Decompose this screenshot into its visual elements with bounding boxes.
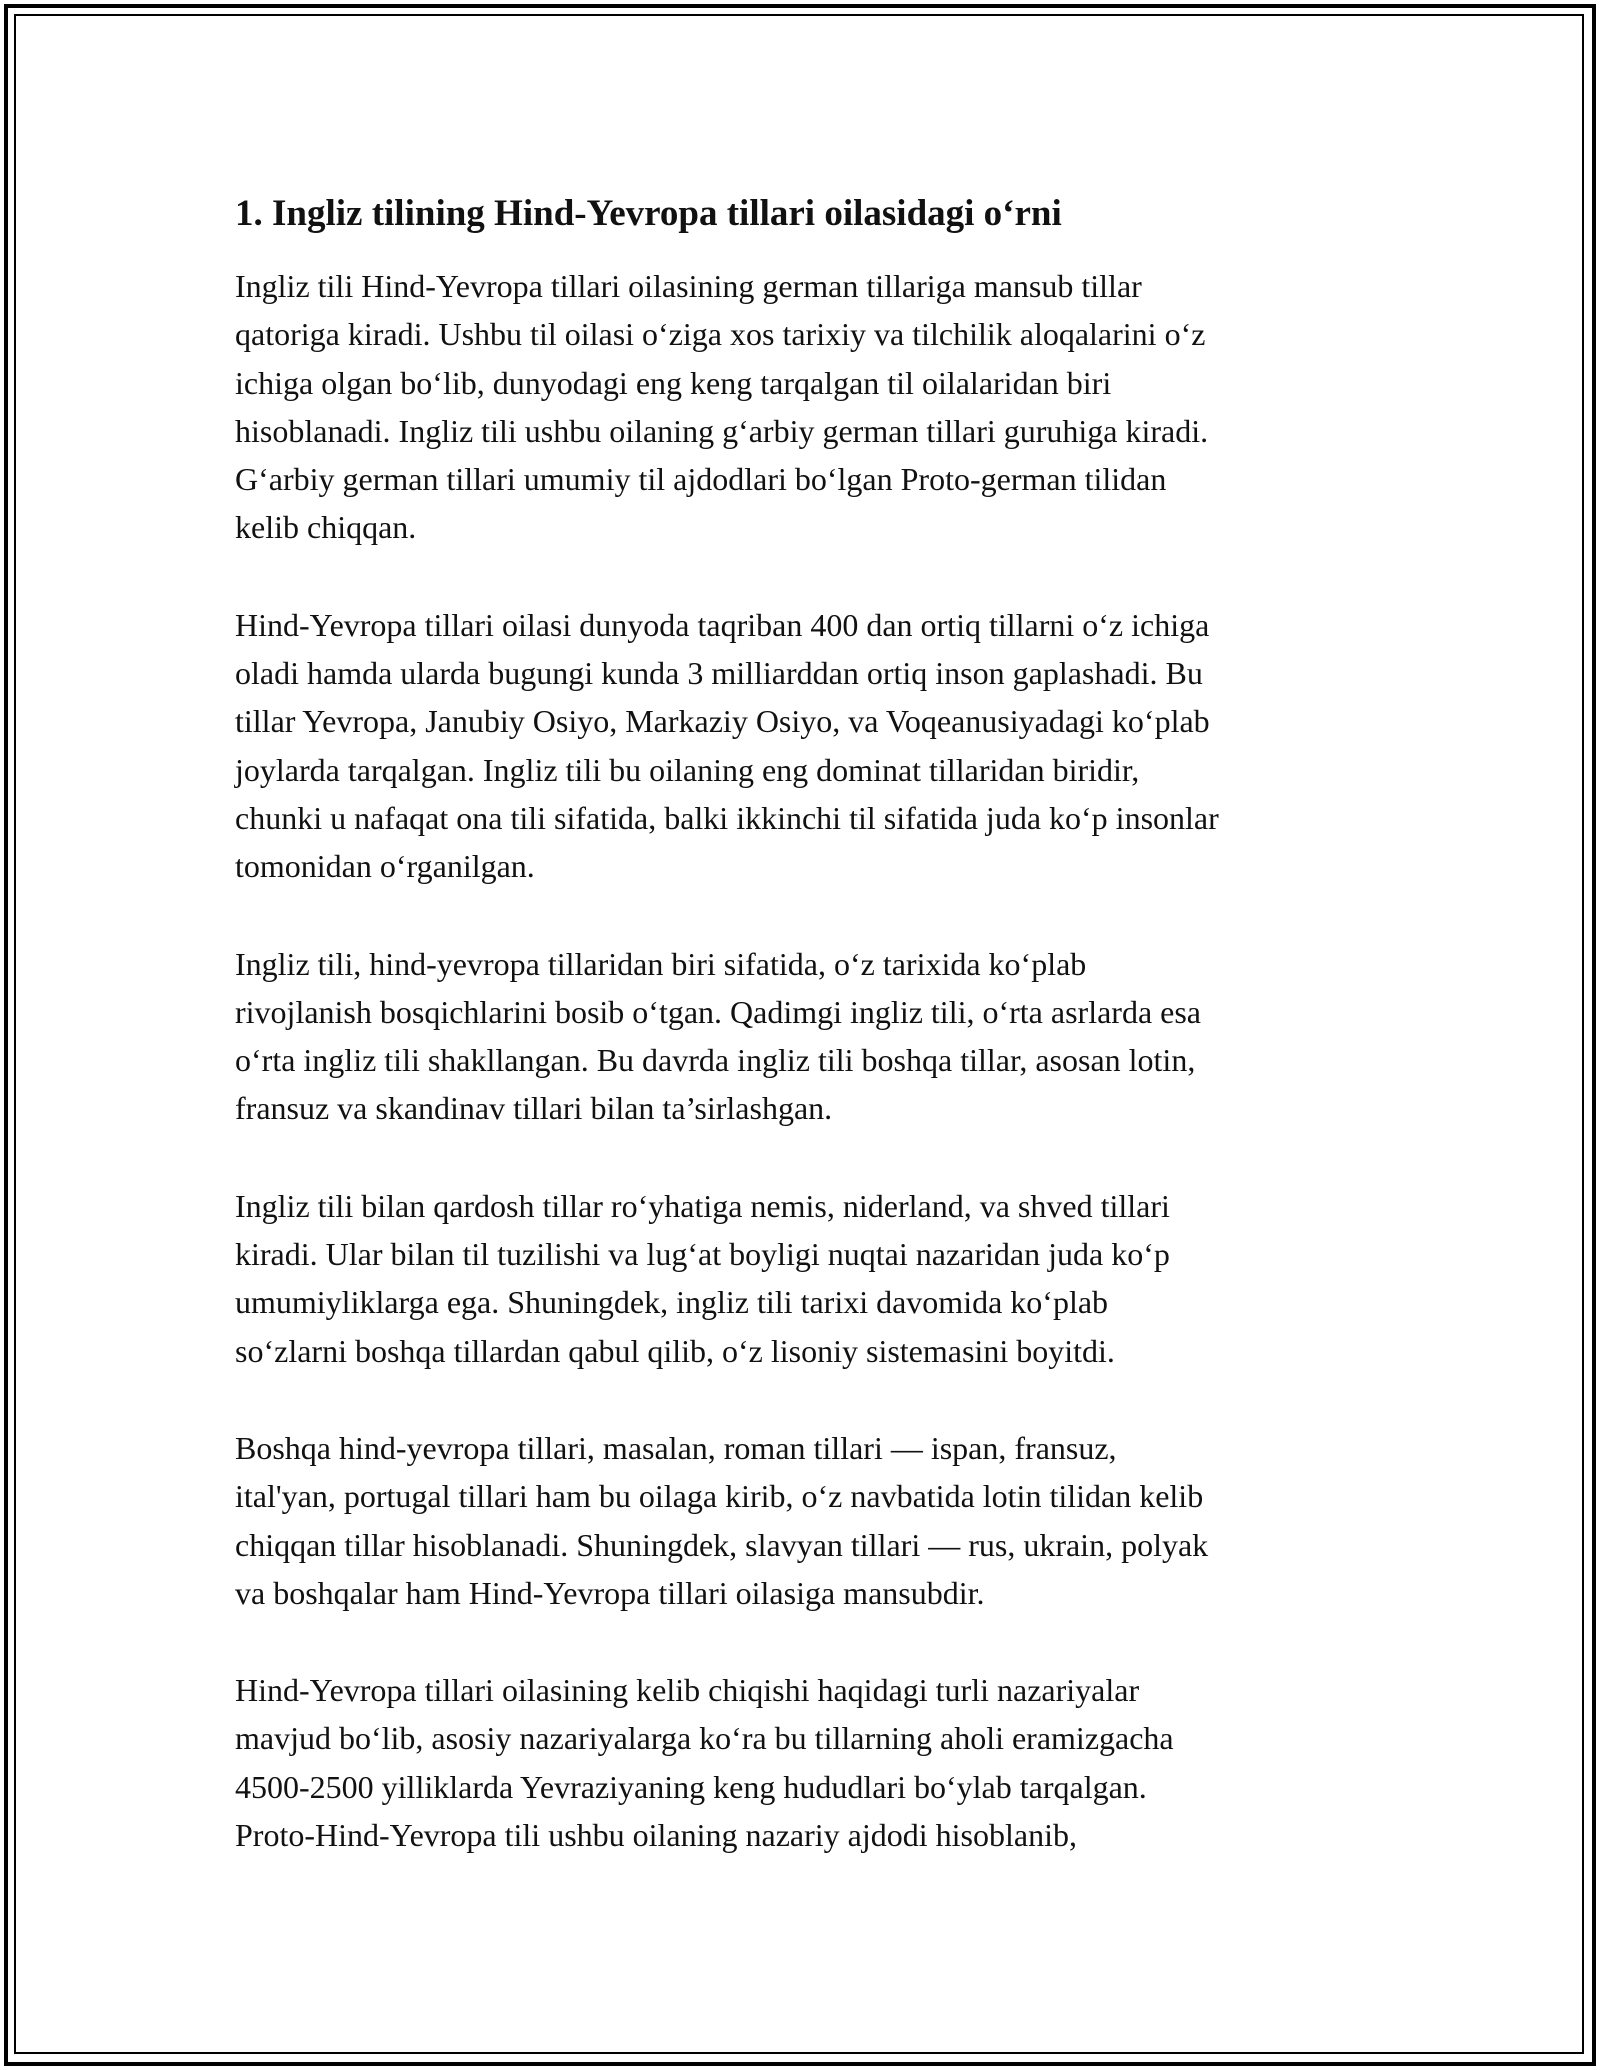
text-line: joylarda tarqalgan. Ingliz tili bu oilaning eng dominat tillaridan biridir, — [235, 751, 1140, 788]
text-line: oladi hamda ularda bugungi kunda 3 milliarddan ortiq inson gaplashadi. Bu — [235, 655, 1203, 692]
text-line: ital'yan, portugal tillari ham bu oilaga kirib, o‘z navbatida lotin tilidan kelib — [235, 1478, 1204, 1515]
text-line: chiqqan tillar hisoblanadi. Shuningdek, slavyan tillari — rus, ukrain, polyak — [235, 1526, 1209, 1563]
text-line: Ingliz tili, hind-yevropa tillaridan biri sifatida, o‘z tarixida ko‘plab — [235, 945, 1087, 982]
text-line: tomonidan o‘rganilgan. — [235, 848, 535, 885]
text-line: chunki u nafaqat ona tili sifatida, balki ikkinchi til sifatida juda ko‘p insonlar — [235, 799, 1219, 836]
text-line: kelib chiqqan. — [235, 509, 417, 546]
text-line: ichiga olgan bo‘lib, dunyodagi eng keng tarqalgan til oilalaridan biri — [235, 364, 1112, 401]
text-line: tillar Yevropa, Janubiy Osiyo, Markaziy Osiyo, va Voqeanusiyadagi ko‘plab — [235, 703, 1210, 740]
text-line: mavjud bo‘lib, asosiy nazariyalarga ko‘ra bu tillarning aholi eramizgacha — [235, 1720, 1174, 1757]
text-line: hisoblanadi. Ingliz tili ushbu oilaning g‘arbiy german tillari guruhiga kiradi. — [235, 412, 1209, 449]
text-line: so‘zlarni boshqa tillardan qabul qilib, o‘z lisoniy sistemasini boyitdi. — [235, 1332, 1115, 1369]
text-line: va boshqalar ham Hind-Yevropa tillari oilasiga mansubdir. — [235, 1574, 985, 1611]
text-line: Boshqa hind-yevropa tillari, masalan, roman tillari — ispan, fransuz, — [235, 1429, 1117, 1466]
text-line: Proto-Hind-Yevropa tili ushbu oilaning nazariy ajdodi hisoblanib, — [235, 1817, 1077, 1854]
paragraph-2 — [235, 601, 1365, 891]
paragraph-1 — [235, 262, 1365, 552]
paragraph-5 — [235, 1424, 1365, 1617]
paragraph-4 — [235, 1182, 1365, 1375]
text-line: qatoriga kiradi. Ushbu til oilasi o‘ziga xos tarixiy va tilchilik aloqalarini o‘z — [235, 316, 1206, 353]
text-line: umumiyliklarga ega. Shuningdek, ingliz tili tarixi davomida ko‘plab — [235, 1284, 1109, 1321]
text-line: Ingliz tili Hind-Yevropa tillari oilasining german tillariga mansub tillar — [235, 268, 1142, 304]
text-line: kiradi. Ular bilan til tuzilishi va lug‘at boyligi nuqtai nazaridan juda ko‘p — [235, 1236, 1170, 1273]
text-line: o‘rta ingliz tili shakllangan. Bu davrda ingliz tili boshqa tillar, asosan lotin, — [235, 1042, 1196, 1079]
text-line: G‘arbiy german tillari umumiy til ajdodlari bo‘lgan Proto-german tilidan — [235, 461, 1167, 498]
text-line: Hind-Yevropa tillari oilasining kelib chiqishi haqidagi turli nazariyalar — [235, 1672, 1140, 1709]
text-line: 4500-2500 yilliklarda Yevraziyaning keng hududlari bo‘ylab tarqalgan. — [235, 1768, 1147, 1805]
text-line: Hind-Yevropa tillari oilasi dunyoda taqriban 400 dan ortiq tillarni o‘z ichiga — [235, 606, 1210, 643]
paragraph-3 — [235, 940, 1365, 1133]
text-line: Ingliz tili bilan qardosh tillar ro‘yhatiga nemis, niderland, va shved tillari — [235, 1187, 1170, 1224]
section-heading: 1. Ingliz tilining Hind-Yevropa tillari oilasidagi o‘rni — [235, 193, 1062, 234]
text-line: rivojlanish bosqichlarini bosib o‘tgan. Qadimgi ingliz tili, o‘rta asrlarda esa — [235, 993, 1201, 1030]
document-body — [235, 188, 1365, 1908]
paragraph-6 — [235, 1666, 1365, 1859]
text-line: fransuz va skandinav tillari bilan ta’sirlashgan. — [235, 1090, 833, 1127]
